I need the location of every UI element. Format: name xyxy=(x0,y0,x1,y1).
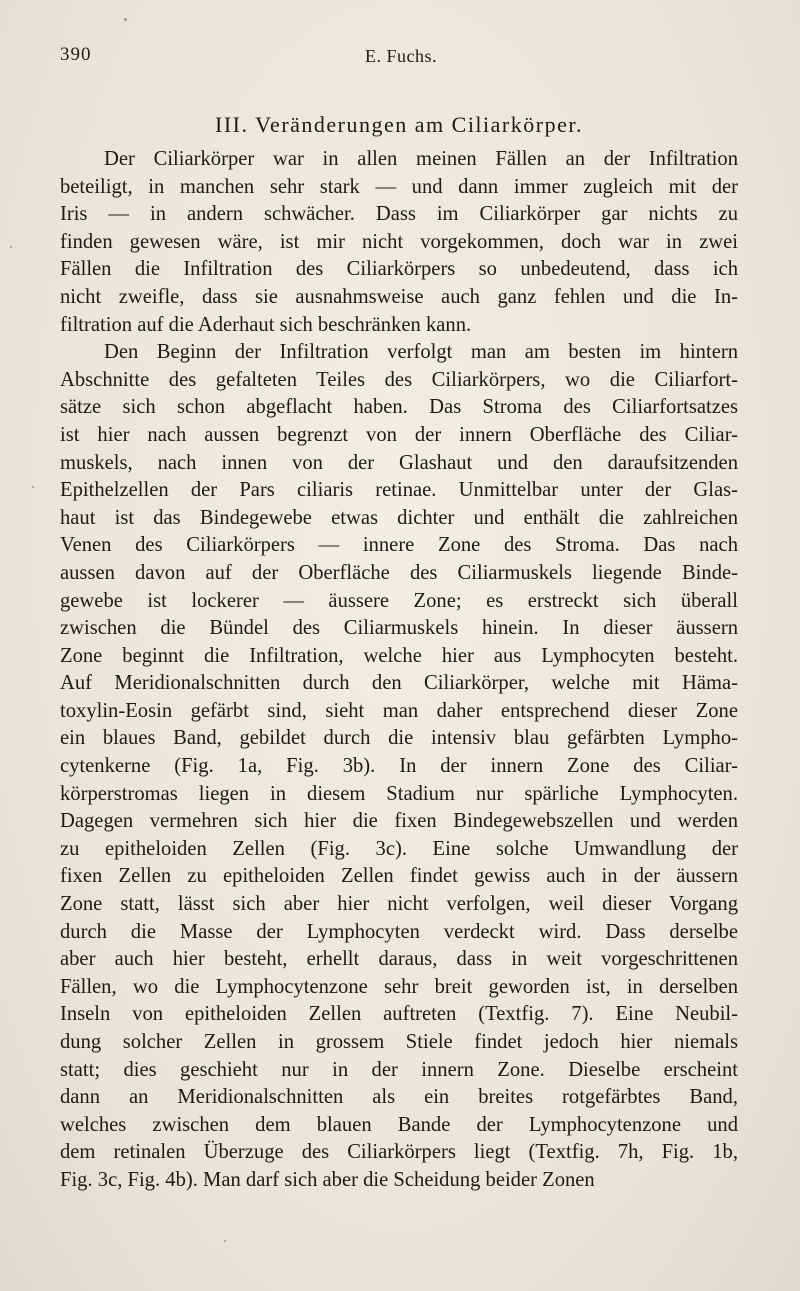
text-line: ist hier nach aussen begrenzt von der innern Oberfläche des Ciliar- xyxy=(60,423,738,446)
text-line: aussen davon auf der Oberfläche des Ciliarmuskels liegende Binde- xyxy=(60,561,738,584)
page-header xyxy=(60,44,738,72)
text-line: Venen des Ciliarkörpers — innere Zone des Stroma. Das nach xyxy=(60,534,738,557)
text-line: Dagegen vermehren sich hier die fixen Bindegewebszellen und werden xyxy=(60,810,738,833)
body-text xyxy=(60,146,738,1195)
text-line: filtration auf die Aderhaut sich beschränken kann. xyxy=(60,313,472,336)
section-title: III. Veränderungen am Ciliarkörper. xyxy=(215,112,583,137)
paper-speck xyxy=(224,1240,226,1242)
text-line: Abschnitte des gefalteten Teiles des Ciliarkörpers, wo die Ciliarfort- xyxy=(60,368,738,391)
text-line: Auf Meridionalschnitten durch den Ciliarkörper, welche mit Häma- xyxy=(60,672,738,695)
text-line: cytenkerne (Fig. 1a, Fig. 3b). In der innern Zone des Ciliar- xyxy=(60,755,738,778)
text-line: welches zwischen dem blauen Bande der Lymphocytenzone und xyxy=(60,1113,738,1136)
text-line: Zone statt, lässt sich aber hier nicht verfolgen, weil dieser Vorgang xyxy=(60,893,738,916)
text-line: Iris — in andern schwächer. Dass im Ciliarkörper gar nichts zu xyxy=(60,203,738,226)
text-line: beteiligt, in manchen sehr stark — und dann immer zugleich mit der xyxy=(60,175,738,198)
paper-speck xyxy=(10,246,12,248)
text-line: Fig. 3c, Fig. 4b). Man darf sich aber die Scheidung beider Zonen xyxy=(60,1168,595,1191)
text-line: aber auch hier besteht, erhellt daraus, dass in weit vorgeschrittenen xyxy=(60,948,738,971)
text-line: körperstromas liegen in diesem Stadium nur spärliche Lymphocyten. xyxy=(60,782,738,805)
text-line: fixen Zellen zu epitheloiden Zellen findet gewiss auch in der äussern xyxy=(60,865,738,888)
text-line: nicht zweifle, dass sie ausnahmsweise auch ganz fehlen und die In- xyxy=(60,285,738,308)
text-line: Zone beginnt die Infiltration, welche hier aus Lymphocyten besteht. xyxy=(60,644,738,667)
text-line: Der Ciliarkörper war in allen meinen Fällen an der Infiltration xyxy=(104,148,738,170)
text-line: dann an Meridionalschnitten als ein breites rotgefärbtes Band, xyxy=(60,1086,738,1109)
text-line: durch die Masse der Lymphocyten verdeckt wird. Dass derselbe xyxy=(60,920,738,943)
text-line: haut ist das Bindegewebe etwas dichter und enthält die zahlreichen xyxy=(60,506,738,529)
text-line: finden gewesen wäre, ist mir nicht vorgekommen, doch war in zwei xyxy=(60,230,738,253)
text-line: toxylin-Eosin gefärbt sind, sieht man daher entsprechend dieser Zone xyxy=(60,699,738,722)
text-line: ein blaues Band, gebildet durch die intensiv blau gefärbten Lympho- xyxy=(60,727,738,750)
text-line: Fällen die Infiltration des Ciliarkörpers so unbedeutend, dass ich xyxy=(60,258,738,281)
text-line: zwischen die Bündel des Ciliarmuskels hinein. In dieser äussern xyxy=(60,617,738,640)
running-head: E. Fuchs. xyxy=(365,46,437,66)
text-line: statt; dies geschieht nur in der innern Zone. Dieselbe erscheint xyxy=(60,1058,738,1081)
text-line: gewebe ist lockerer — äussere Zone; es erstreckt sich überall xyxy=(60,589,738,612)
paper-speck xyxy=(124,18,127,21)
paper-speck xyxy=(32,486,34,488)
page-number: 390 xyxy=(60,44,92,65)
text-line: zu epitheloiden Zellen (Fig. 3c). Eine solche Umwandlung der xyxy=(60,837,738,860)
text-line: sätze sich schon abgeflacht haben. Das Stroma des Ciliarfortsatzes xyxy=(60,396,738,419)
text-line: dung solcher Zellen in grossem Stiele findet jedoch hier niemals xyxy=(60,1031,738,1053)
text-line: dem retinalen Überzuge des Ciliarkörpers liegt (Textfig. 7h, Fig. 1b, xyxy=(60,1141,738,1164)
text-line: Epithelzellen der Pars ciliaris retinae. Unmittelbar unter der Glas- xyxy=(60,479,738,502)
text-line: Den Beginn der Infiltration verfolgt man am besten im hintern xyxy=(104,341,738,364)
text-line: Inseln von epitheloiden Zellen auftreten (Textfig. 7). Eine Neubil- xyxy=(60,1003,738,1026)
text-line: Fällen, wo die Lymphocytenzone sehr breit geworden ist, in derselben xyxy=(60,975,738,998)
text-line: muskels, nach innen von der Glashaut und den daraufsitzenden xyxy=(60,451,738,474)
